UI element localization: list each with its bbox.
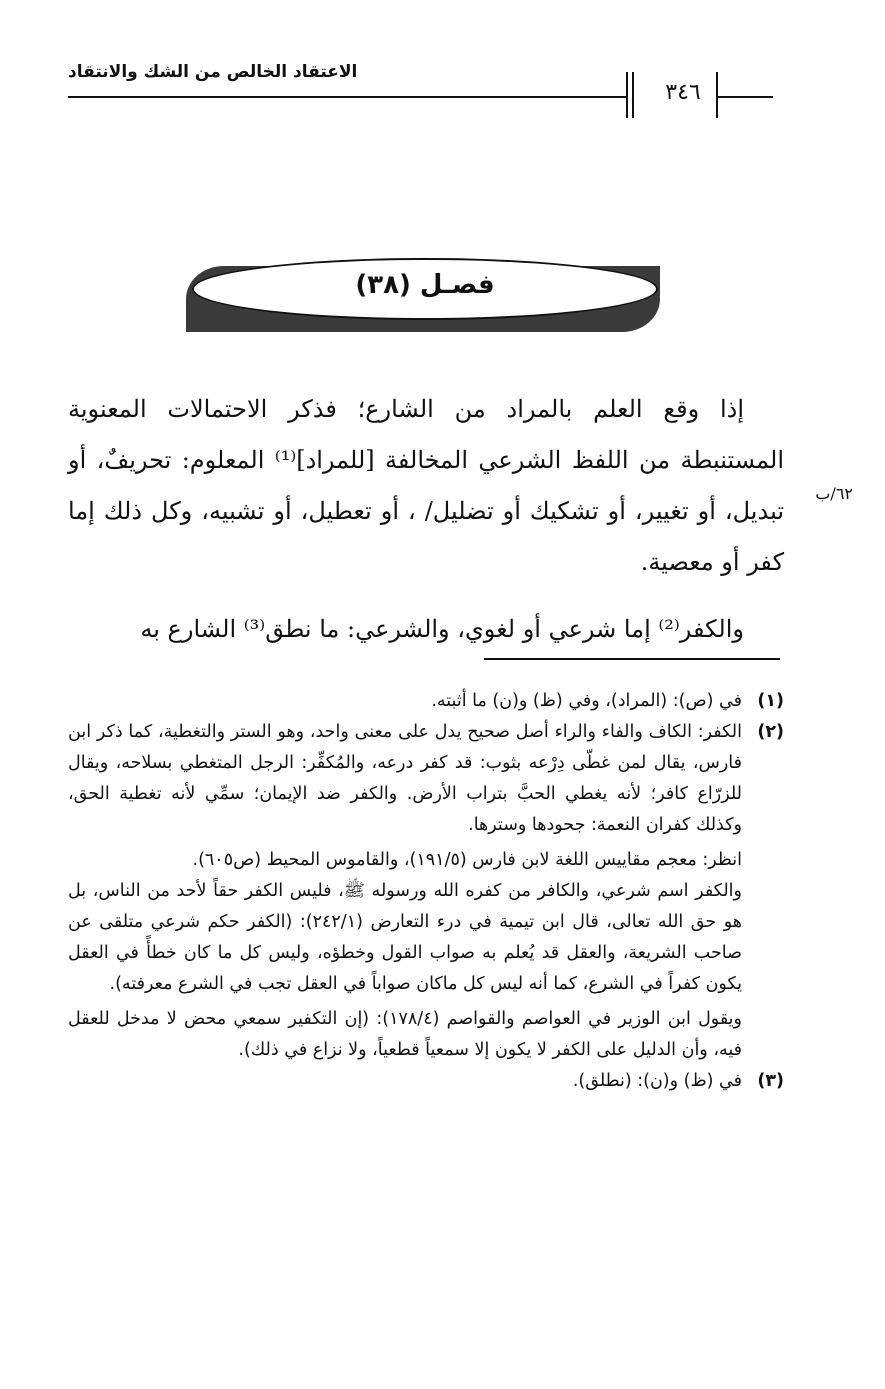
footnote-text: والكفر اسم شرعي، والكافر من كفره الله ورسوله ﷺ، فليس الكفر حقاً لأحد من الناس، بل هو حق الله تعالى، قال ابن تيمية في درء التعارض (٢٤٢/١): (الكفر حكم شرعي متلقى عن صاحب الشريعة، والعقل قد يُعلم به صواب القول وخطؤه، وليس كل ما كان خطأً في العقل يكون كفراً في الشرع، كما أنه ليس كل ماكان صواباً في العقل تجب في الشرع معرفته).	[68, 881, 742, 994]
footnote-separator	[484, 658, 780, 660]
footnote-text: الكفر: الكاف والفاء والراء أصل صحيح يدل على معنى واحد، وهو الستر والتغطية، كما ذكر ابن فارس، يقال لمن غطّى دِرْعه بثوب: قد كفر درعه، والمُكفِّر: الرجل المتغطي بسلاحه، ويقال للزرّاع كافر؛ لأنه يغطي الحبَّ بتراب الأرض. والكفر ضد الإيمان؛ سمِّي لأنه تغطية الحق، وكذلك كفران النعمة: جحودها وسترها.	[68, 722, 742, 835]
body-paragraph: والكفر⁽²⁾ إما شرعي أو لغوي، والشرعي: ما نطق⁽³⁾ الشارع به	[140, 615, 744, 643]
footnote-number: (٣)	[757, 1071, 784, 1091]
footnote	[68, 686, 784, 717]
section-title: فصـل (٣٨)	[355, 270, 495, 300]
page-number: ٣٤٦	[665, 80, 701, 105]
book-title: الاعتقاد الخالص من الشك والانتقاد	[68, 62, 358, 82]
body-paragraph: إذا وقع العلم بالمراد من الشارع؛ فذكر الاحتمالات المعنوية المستنبطة من اللفظ الشرعي المخالفة [للمراد]⁽¹⁾ المعلوم: تحريفٌ، أو تبديل، أو تغيير، أو تشكيك أو تضليل/ ، أو تعطيل، أو تشبيه، وكل ذلك إما كفر أو معصية.	[68, 395, 784, 576]
footnote-text: انظر: معجم مقاييس اللغة لابن فارس (١٩١/٥)، والقاموس المحيط (ص٦٠٥).	[192, 850, 742, 870]
footnotes	[68, 686, 784, 1097]
main-text	[68, 384, 784, 655]
header-divider	[716, 72, 718, 118]
header-divider	[632, 72, 634, 118]
footnote-text: في (ظ) و(ن): (نطلق).	[572, 1071, 742, 1091]
footnote-number: (٢)	[757, 722, 784, 742]
footnote	[68, 1066, 784, 1097]
footnote-body	[68, 686, 742, 717]
manuscript-folio-note: ٦٢/ب	[815, 484, 853, 503]
footnote-text: في (ص): (المراد)، وفي (ظ) و(ن) ما أثبته.	[431, 691, 742, 711]
banner-shadow	[186, 300, 226, 332]
footnote-number: (١)	[757, 691, 784, 711]
footnote	[68, 717, 784, 1066]
footnote-body	[68, 1066, 742, 1097]
footnote-text: ويقول ابن الوزير في العواصم والقواصم (١٧٨/٤): (إن التكفير سمعي محض لا مدخل للعقل فيه، وأن الدليل على الكفر لا يكون إلا سمعياً قطعياً، ولا نزاع في ذلك).	[68, 1009, 742, 1060]
header-rule	[68, 96, 626, 98]
header-divider	[626, 72, 628, 118]
header-rule	[718, 96, 773, 98]
footnote-body	[68, 717, 742, 1066]
section-banner	[186, 256, 662, 332]
